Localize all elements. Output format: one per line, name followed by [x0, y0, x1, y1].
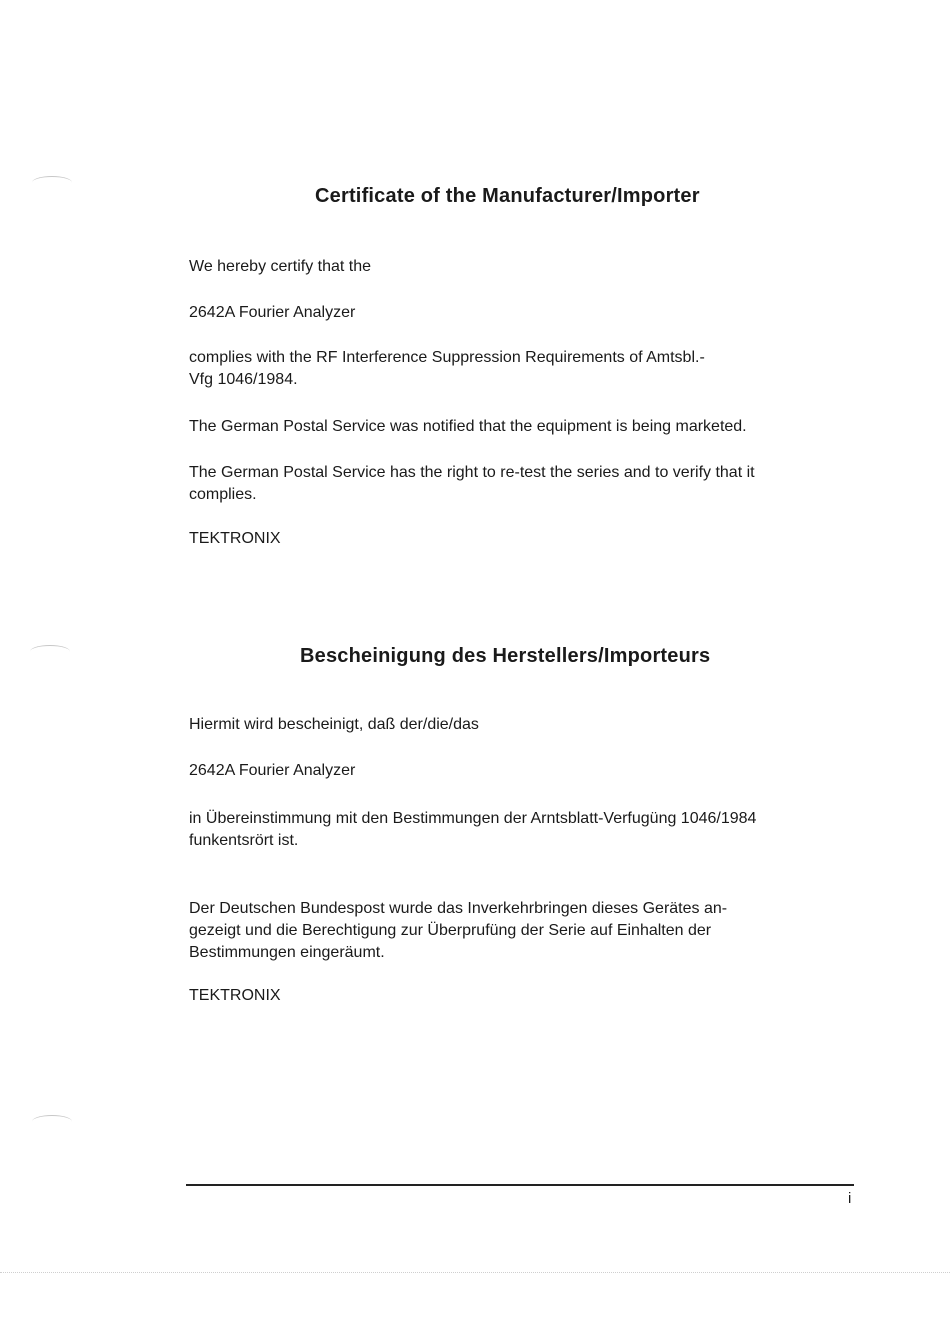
- scan-artifact: [30, 645, 70, 658]
- scan-artifact: [32, 176, 72, 189]
- english-signature: TEKTRONIX: [189, 530, 281, 547]
- footer-rule: [186, 1184, 854, 1186]
- german-certificate-title: Bescheinigung des Herstellers/Importeurs: [300, 645, 711, 667]
- german-paragraph: 2642A Fourier Analyzer: [189, 762, 356, 779]
- english-paragraph: complies with the RF Interference Suppression Requirements of Amtsbl.- Vfg 1046/1984.: [189, 349, 705, 388]
- german-signature: TEKTRONIX: [189, 987, 281, 1004]
- english-paragraph: The German Postal Service was notified that the equipment is being marketed.: [189, 418, 747, 435]
- page-number: i: [848, 1190, 852, 1207]
- scan-edge: [0, 1272, 950, 1273]
- german-paragraph: in Übereinstimmung mit den Bestimmungen der Arntsblatt-Verfugüng 1046/1984 funkentsrört ist.: [189, 810, 757, 849]
- english-certificate-title: Certificate of the Manufacturer/Importer: [315, 185, 700, 207]
- scan-artifact: [32, 1115, 72, 1128]
- german-paragraph: Hiermit wird bescheinigt, daß der/die/das: [189, 716, 479, 733]
- english-paragraph: The German Postal Service has the right to re-test the series and to verify that it complies.: [189, 464, 755, 503]
- english-paragraph: 2642A Fourier Analyzer: [189, 304, 356, 321]
- english-paragraph: We hereby certify that the: [189, 258, 372, 275]
- german-paragraph: Der Deutschen Bundespost wurde das Inverkehrbringen dieses Gerätes an- gezeigt und die Berechtigung zur Überprufüng der Serie auf Einhalten der Bestimmungen eingeräumt.: [189, 900, 728, 961]
